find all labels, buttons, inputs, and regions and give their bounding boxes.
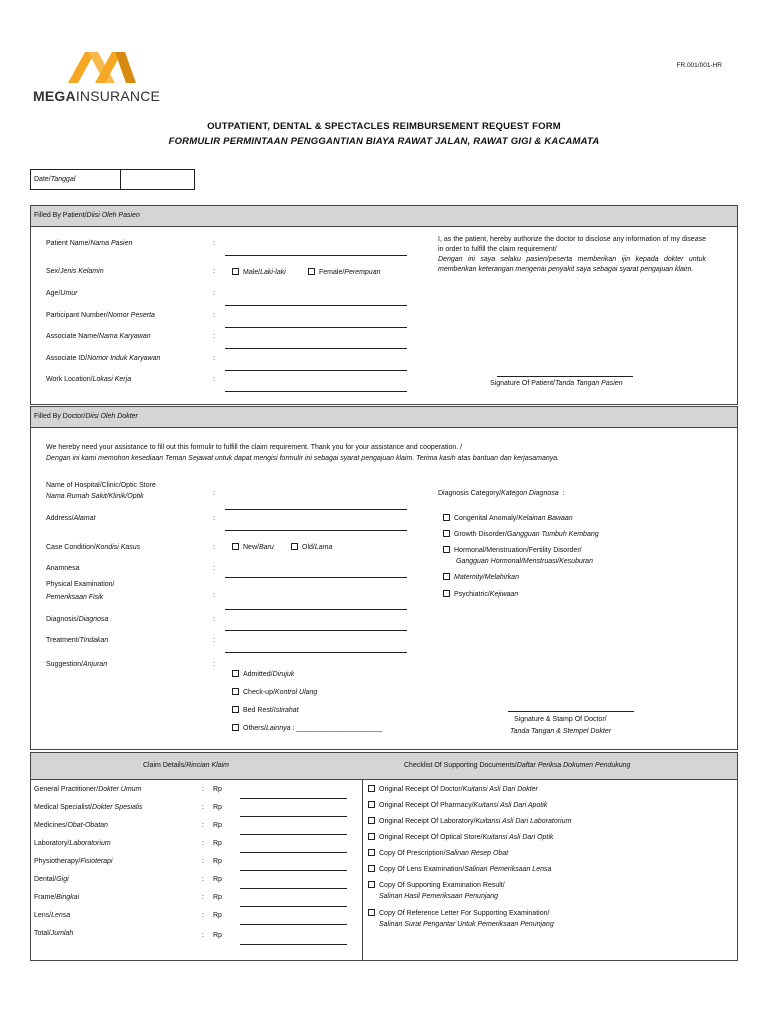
claims-header-bar: [31, 753, 737, 780]
suggestion-checkup[interactable]: Check-up/Kontrol Ulang: [232, 688, 317, 696]
patient-field-label: Associate Name/Nama Karyawan: [46, 333, 151, 340]
checkbox-icon[interactable]: [443, 590, 450, 597]
colon: :: [213, 616, 215, 623]
diagnosis-category-label: Diagnosis Category/Kategori Diagnosa :: [438, 490, 565, 497]
currency-label: Rp: [213, 840, 222, 847]
doctor-signature-label: Signature & Stamp Of Doctor/: [514, 716, 607, 723]
colon: :: [202, 876, 204, 883]
colon: :: [213, 268, 215, 275]
claim-item-label: Frame/Bingkai: [34, 894, 80, 901]
checkbox-icon[interactable]: [443, 514, 450, 521]
doctor-section-header: Filled By Doctor/Diisi Oleh Dokter: [31, 407, 737, 428]
category-maternity[interactable]: Maternity/Melahirkan: [443, 573, 519, 581]
sex-option-male[interactable]: Male/Laki-laki: [232, 268, 286, 276]
suggestion-bed-rest[interactable]: Bed Rest/Istirahat: [232, 706, 299, 714]
suggestion-label: Suggestion/Anjuran: [46, 661, 108, 668]
checklist-item[interactable]: Original Receipt Of Pharmacy/Kuitansi Asli Dari Apotik: [368, 801, 547, 809]
checklist-item[interactable]: Copy Of Reference Letter For Supporting Examination/: [368, 909, 549, 917]
claim-item-label: Lens/Lensa: [34, 912, 71, 919]
patient-field-label: Work Location/Lokasi Kerja: [46, 376, 132, 383]
claim-amount-input[interactable]: [240, 924, 347, 925]
physical-exam-label-id: Pemeriksaan Fisik: [46, 594, 104, 601]
checkbox-icon[interactable]: [443, 530, 450, 537]
patient-field-input[interactable]: [225, 327, 407, 328]
form-title-en: OUTPATIENT, DENTAL & SPECTACLES REIMBURSEMENT REQUEST FORM: [207, 121, 561, 132]
claim-item-label: Laboratory/Laboratorium: [34, 840, 111, 847]
colon: :: [213, 490, 215, 497]
physical-exam-label: Physical Examination/: [46, 581, 115, 588]
checklist-item[interactable]: Original Receipt Of Doctor/Kuitansi Asli Dari Dokter: [368, 785, 538, 793]
currency-label: Rp: [213, 804, 222, 811]
colon: :: [213, 592, 215, 599]
category-growth[interactable]: Growth Disorder/Gangguan Tumbuh Kembang: [443, 530, 599, 538]
category-congenital[interactable]: Congenital Anomaly/Kelainan Bawaan: [443, 514, 573, 522]
checkbox-icon[interactable]: [443, 573, 450, 580]
claim-item-label: Medicines/Obat-Obatan: [34, 822, 108, 829]
claim-amount-input[interactable]: [240, 944, 347, 945]
colon: :: [213, 333, 215, 340]
checklist-item-id: Salinan Surat Pengantar Untuk Pemeriksaan Penunjang: [379, 921, 554, 928]
colon: :: [213, 661, 215, 668]
claim-amount-input[interactable]: [240, 798, 347, 799]
claim-amount-input[interactable]: [240, 852, 347, 853]
colon: :: [202, 786, 204, 793]
colon: :: [202, 822, 204, 829]
doctor-intro-id: Dengan ini kami memohon kesediaan Teman Sejawat untuk dapat mengisi formulir ini sebagai syarat pengajuan klaim. Terima kasih atas bantuan dan kerjasamanya.: [46, 455, 560, 462]
checkbox-icon[interactable]: [368, 849, 375, 856]
hospital-label-id: Nama Rumah Sakit/Klinik/Optik: [46, 493, 144, 500]
colon: :: [202, 858, 204, 865]
currency-label: Rp: [213, 858, 222, 865]
claim-amount-input[interactable]: [240, 834, 347, 835]
treatment-input[interactable]: [225, 652, 407, 653]
colon: :: [213, 240, 215, 247]
claim-item-label: Physiotherapy/Fisioterapi: [34, 858, 113, 865]
diagnosis-label: Diagnosis/Diagnosa: [46, 616, 109, 623]
currency-label: Rp: [213, 786, 222, 793]
checkbox-icon[interactable]: [368, 909, 375, 916]
hospital-label: Name of Hospital/Clinic/Optic Store: [46, 482, 156, 489]
checkbox-icon[interactable]: [443, 546, 450, 553]
hospital-input[interactable]: [225, 509, 407, 510]
form-title-id: FORMULIR PERMINTAAN PENGGANTIAN BIAYA RAWAT JALAN, RAWAT GIGI & KACAMATA: [168, 136, 600, 147]
colon: :: [213, 355, 215, 362]
category-psychiatric[interactable]: Psychiatric/Kejiwaan: [443, 590, 518, 598]
patient-signature-label: Signature Of Patient/Tanda Tangan Pasien: [490, 380, 623, 387]
sex-option-female[interactable]: Female/Perempuan: [308, 268, 381, 276]
checklist-item[interactable]: Copy Of Lens Examination/Salinan Pemeriksaan Lensa: [368, 865, 551, 873]
checkbox-icon[interactable]: [368, 833, 375, 840]
checkbox-icon[interactable]: [232, 268, 239, 275]
colon: :: [213, 544, 215, 551]
checklist-item[interactable]: Copy Of Supporting Examination Result/: [368, 881, 505, 889]
patient-field-label: Participant Number/Nomor Peserta: [46, 312, 155, 319]
colon: :: [202, 894, 204, 901]
claim-item-label: Total/Jumlah: [34, 930, 74, 937]
patient-field-label: Patient Name/Nama Pasien: [46, 240, 133, 247]
claim-details-header: Claim Details/Rincian Klaim: [143, 762, 229, 769]
checkbox-icon[interactable]: [232, 724, 239, 731]
case-option-new[interactable]: New/Baru: [232, 543, 274, 551]
colon: :: [202, 932, 204, 939]
checkbox-icon[interactable]: [368, 865, 375, 872]
colon: :: [213, 637, 215, 644]
checkbox-icon[interactable]: [368, 785, 375, 792]
patient-field-input[interactable]: [225, 255, 407, 256]
checkbox-icon[interactable]: [232, 670, 239, 677]
patient-field-input[interactable]: [225, 348, 407, 349]
anamnesa-input[interactable]: [225, 577, 407, 578]
doctor-signature-label-id: Tanda Tangan & Stempel Dokter: [510, 728, 612, 735]
claim-item-label: General Practitioner/Dokter Umum: [34, 786, 142, 793]
form-code: FR.001/001-HR: [676, 62, 722, 69]
claim-amount-input[interactable]: [240, 816, 347, 817]
patient-section-header: Filled By Patient/Diisi Oleh Pasien: [31, 206, 737, 227]
doctor-signature-line[interactable]: [508, 711, 634, 712]
checkbox-icon[interactable]: [232, 543, 239, 550]
checkbox-icon[interactable]: [308, 268, 315, 275]
currency-label: Rp: [213, 822, 222, 829]
patient-field-input[interactable]: [225, 370, 407, 371]
date-field[interactable]: [30, 169, 195, 190]
checkbox-icon[interactable]: [232, 706, 239, 713]
physical-exam-input[interactable]: [225, 609, 407, 610]
diagnosis-input[interactable]: [225, 630, 407, 631]
checklist-item[interactable]: Original Receipt Of Optical Store/Kuitansi Asli Dari Optik: [368, 833, 553, 841]
colon: :: [213, 376, 215, 383]
checklist-item[interactable]: Copy Of Prescription/Salinan Resep Obat: [368, 849, 508, 857]
currency-label: Rp: [213, 932, 222, 939]
checklist-item-id: Salinan Hasil Pemeriksaan Penunjang: [379, 893, 499, 900]
patient-consent: I, as the patient, hereby authorize the doctor to disclose any information of my disease in order to fulfill the claim requirement/ Dengan ini saya selaku pasien/peserta memberikan ijin kepada dokter untuk memberikan keterangan mengenai penyakit saya sebagai syarat pengajuan klaim.: [438, 236, 706, 273]
colon: :: [202, 912, 204, 919]
checkbox-icon[interactable]: [291, 543, 298, 550]
checkbox-icon[interactable]: [368, 801, 375, 808]
address-label: Address/Alamat: [46, 515, 96, 522]
colon: :: [213, 312, 215, 319]
anamnesa-label: Anamnesa: [46, 565, 80, 572]
checkbox-icon[interactable]: [368, 881, 375, 888]
address-input[interactable]: [225, 530, 407, 531]
claim-amount-input[interactable]: [240, 906, 347, 907]
date-label: Date/Tanggal: [31, 170, 121, 189]
patient-signature-line[interactable]: [497, 376, 633, 377]
checkbox-icon[interactable]: [368, 817, 375, 824]
colon: :: [213, 515, 215, 522]
doctor-intro-en: We hereby need your assistance to fill out this formulir to fulfill the claim requirement. Thank you for your assistance and cooperation. /: [46, 444, 463, 451]
currency-label: Rp: [213, 894, 222, 901]
treatment-label: Treatment/Tindakan: [46, 637, 109, 644]
patient-field-input[interactable]: [225, 391, 407, 392]
colon: :: [202, 804, 204, 811]
patient-field-label: Associate ID/Nomor Induk Karyawan: [46, 355, 161, 362]
category-hormonal-id: Gangguan Hormonal/Menstruasi/Kesuburan: [456, 558, 593, 565]
case-condition-label: Case Condition/Kondisi Kasus: [46, 544, 141, 551]
case-option-old[interactable]: Old/Lama: [291, 543, 332, 551]
checkbox-icon[interactable]: [232, 688, 239, 695]
colon: :: [213, 565, 215, 572]
patient-field-input[interactable]: [225, 305, 407, 306]
currency-label: Rp: [213, 876, 222, 883]
column-divider: [362, 753, 363, 960]
suggestion-others[interactable]: Others/Lainnya : ______________________: [232, 724, 382, 732]
patient-field-label: Sex/Jenis Kelamin: [46, 268, 104, 275]
claim-item-label: Dental/Gigi: [34, 876, 69, 883]
suggestion-admitted[interactable]: Admitted/Dirujuk: [232, 670, 294, 678]
brand-name: MEGAINSURANCE: [33, 88, 161, 104]
category-hormonal[interactable]: Hormonal/Menstruation/Fertility Disorder/: [443, 546, 582, 554]
claim-amount-input[interactable]: [240, 870, 347, 871]
currency-label: Rp: [213, 912, 222, 919]
checklist-item[interactable]: Original Receipt Of Laboratory/Kuitansi Asli Dari Laboratorium: [368, 817, 571, 825]
checklist-header: Checklist Of Supporting Documents/Daftar Periksa Dokumen Pendukung: [404, 762, 631, 769]
patient-field-label: Age/Umur: [46, 290, 78, 297]
claim-amount-input[interactable]: [240, 888, 347, 889]
claim-item-label: Medical Specialist/Dokter Spesialis: [34, 804, 143, 811]
colon: :: [213, 290, 215, 297]
colon: :: [202, 840, 204, 847]
